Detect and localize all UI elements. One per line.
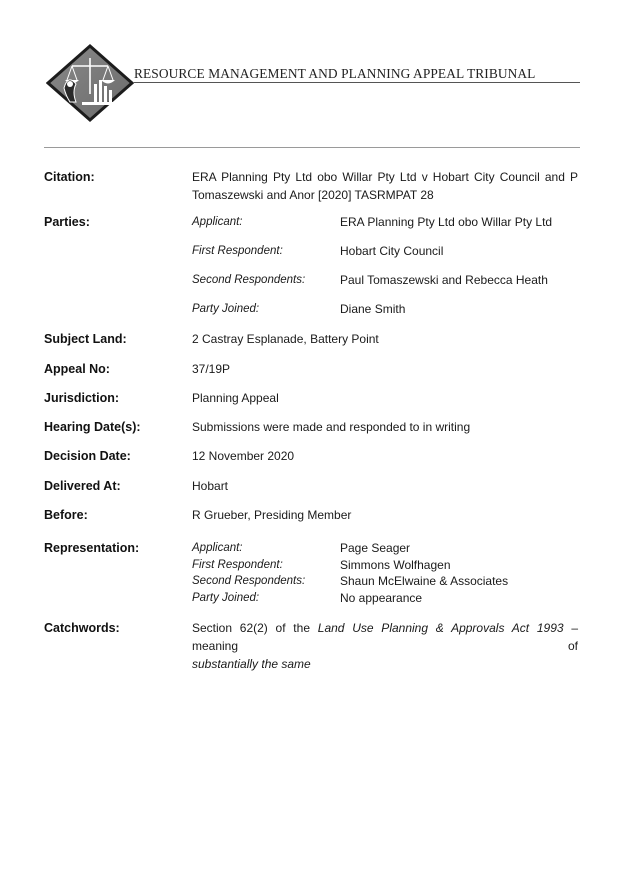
subject-land-value: 2 Castray Esplanade, Battery Point: [192, 332, 379, 346]
jurisdiction-value: Planning Appeal: [192, 391, 279, 405]
party-role: First Respondent:: [192, 245, 283, 257]
subject-land-label: Subject Land:: [44, 332, 127, 346]
party-name: Diane Smith: [340, 302, 406, 316]
representation-role: Party Joined:: [192, 592, 260, 604]
jurisdiction-label: Jurisdiction:: [44, 391, 120, 405]
representation-role: Applicant:: [192, 542, 243, 554]
citation-line-2: Tomaszewski and Anor [2020] TASRMPAT 28: [192, 188, 434, 202]
header-divider: [44, 147, 580, 148]
citation-label: Citation:: [44, 170, 95, 184]
title-underline: [134, 82, 580, 83]
appeal-no-label: Appeal No:: [44, 362, 110, 376]
citation-line-1: ERA Planning Pty Ltd obo Willar Pty Ltd v Hobart City Council and P: [192, 170, 578, 184]
party-name: Hobart City Council: [340, 244, 444, 258]
tribunal-name: RESOURCE MANAGEMENT AND PLANNING APPEAL TRIBUNAL: [134, 66, 536, 81]
before-label: Before:: [44, 508, 88, 522]
party-role: Applicant:: [192, 216, 243, 228]
representation-name: Page Seager: [340, 541, 411, 555]
representation-label: Representation:: [44, 541, 140, 555]
representation-name: Shaun McElwaine & Associates: [340, 574, 509, 588]
appeal-no-value: 37/19P: [192, 362, 231, 376]
decision-date-label: Decision Date:: [44, 449, 131, 463]
party-role: Second Respondents:: [192, 274, 306, 286]
catchwords-act-title: Land Use Planning & Approvals Act 1993: [317, 621, 564, 635]
catchwords-line-1: [192, 619, 578, 655]
catchwords-prefix: Section 62(2) of the: [192, 621, 310, 635]
catchwords-value: [192, 619, 578, 673]
representation-role: First Respondent:: [192, 559, 283, 571]
catchwords-suffix: – meaning of: [192, 621, 578, 653]
party-name: Paul Tomaszewski and Rebecca Heath: [340, 273, 548, 287]
representation-name: No appearance: [340, 591, 423, 605]
tribunal-logo-icon: [46, 44, 134, 122]
hearing-dates-label: Hearing Date(s):: [44, 420, 141, 434]
representation-role: Second Respondents:: [192, 575, 306, 587]
before-value: R Grueber, Presiding Member: [192, 508, 352, 522]
catchwords-line-2: substantially the same: [192, 657, 311, 671]
decision-date-value: 12 November 2020: [192, 449, 295, 463]
hearing-dates-value: Submissions were made and responded to in writing: [192, 420, 471, 434]
party-role: Party Joined:: [192, 303, 260, 315]
party-name: ERA Planning Pty Ltd obo Willar Pty Ltd: [340, 215, 553, 229]
delivered-at-value: Hobart: [192, 479, 229, 493]
citation-value: [192, 168, 578, 204]
catchwords-label: Catchwords:: [44, 621, 120, 635]
representation-name: Simmons Wolfhagen: [340, 558, 451, 572]
delivered-at-label: Delivered At:: [44, 479, 121, 493]
parties-label: Parties:: [44, 215, 90, 229]
